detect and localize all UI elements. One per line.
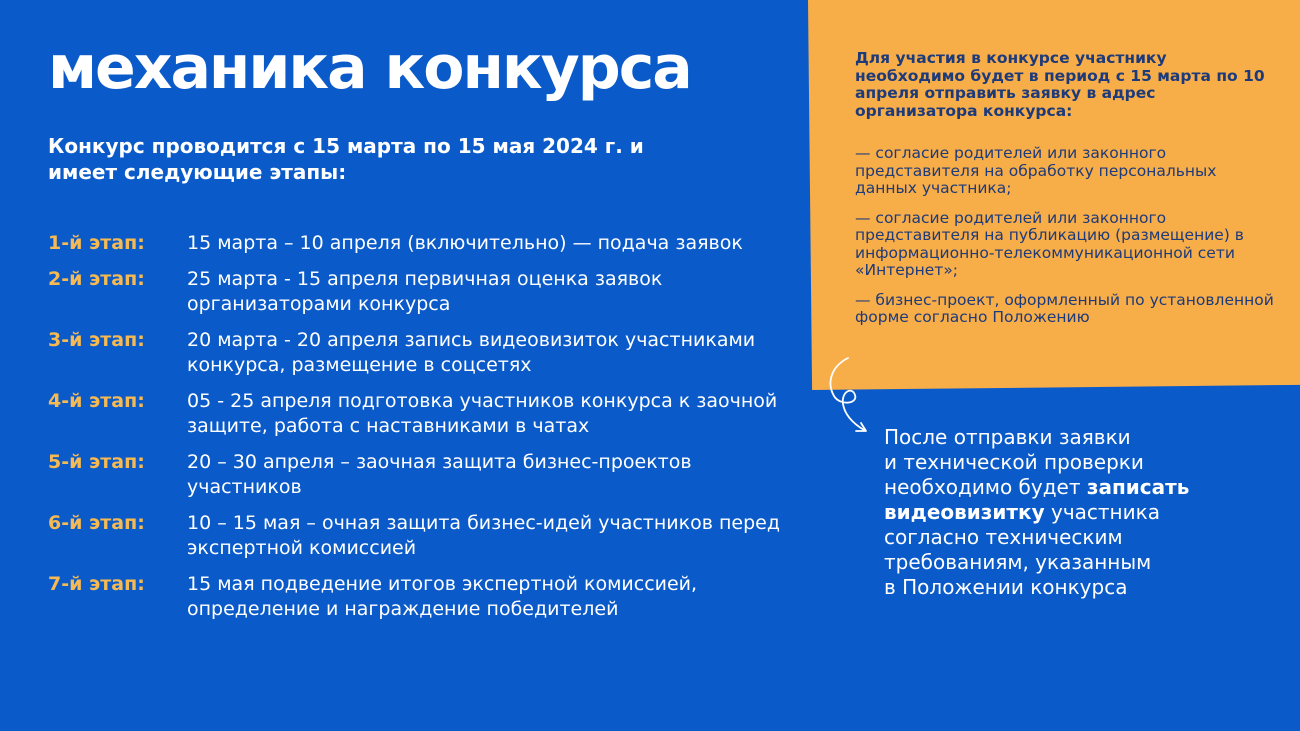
note-item: — согласие родителей или законного представителя на публикацию (размещение) в информационно-телекоммуникационной сети «Интернет»; (855, 208, 1244, 279)
stages-list (48, 231, 788, 622)
stage-label: 1-й этап: (48, 232, 145, 254)
stage-item (48, 450, 788, 500)
stage-description: 10 – 15 мая – очная защита бизнес-идей участников перед экспертной комиссией (187, 512, 780, 559)
stage-label: 6-й этап: (48, 512, 145, 534)
stage-description: 20 – 30 апреля – заочная защита бизнес-проектов участников (187, 451, 692, 498)
stage-item (48, 511, 788, 561)
curved-arrow-icon (824, 352, 879, 442)
stage-item (48, 389, 788, 439)
after-submission-text (884, 425, 1244, 600)
stage-label: 3-й этап: (48, 329, 145, 351)
after-text-part1: После отправки заявки и технической проверки необходимо будет (884, 425, 1144, 499)
stage-description: 05 - 25 апреля подготовка участников конкурса к заочной защите, работа с наставниками в чатах (187, 390, 778, 437)
stage-label: 2-й этап: (48, 268, 145, 290)
stage-description: 20 марта - 20 апреля запись видеовизиток участниками конкурса, размещение в соцсетях (187, 329, 756, 376)
stage-item (48, 231, 788, 256)
after-text-emphasis: записать видеовизитку (884, 475, 1190, 524)
stage-description: 15 мая подведение итогов экспертной комиссией, определение и награждение победителей (187, 573, 698, 620)
note-intro: Для участия в конкурсе участнику необходимо будет в период с 15 марта по 10 апреля отправить заявку в адрес организатора конкурса: (855, 49, 1265, 120)
stage-label: 7-й этап: (48, 573, 145, 595)
after-text-part2: участника согласно техническим требованиям, указанным в Положении конкурса (884, 500, 1160, 599)
note-item: — бизнес-проект, оформленный по установленной форме согласно Положению (855, 290, 1274, 326)
stage-description: 15 марта – 10 апреля (включительно) — подача заявок (187, 232, 743, 254)
note-item: — согласие родителей или законного представителя на обработку персональных данных участника; (855, 144, 1217, 197)
stage-description: 25 марта - 15 апреля первичная оценка заявок организаторами конкурса (187, 268, 663, 315)
stage-item (48, 572, 788, 622)
stage-item (48, 267, 788, 317)
requirements-note (855, 50, 1280, 327)
stage-label: 4-й этап: (48, 390, 145, 412)
stage-label: 5-й этап: (48, 451, 145, 473)
stage-item (48, 328, 788, 378)
page-title: механика конкурса (48, 33, 691, 103)
intro-text: Конкурс проводится с 15 марта по 15 мая 2024 г. и имеет следующие этапы: (48, 134, 644, 184)
